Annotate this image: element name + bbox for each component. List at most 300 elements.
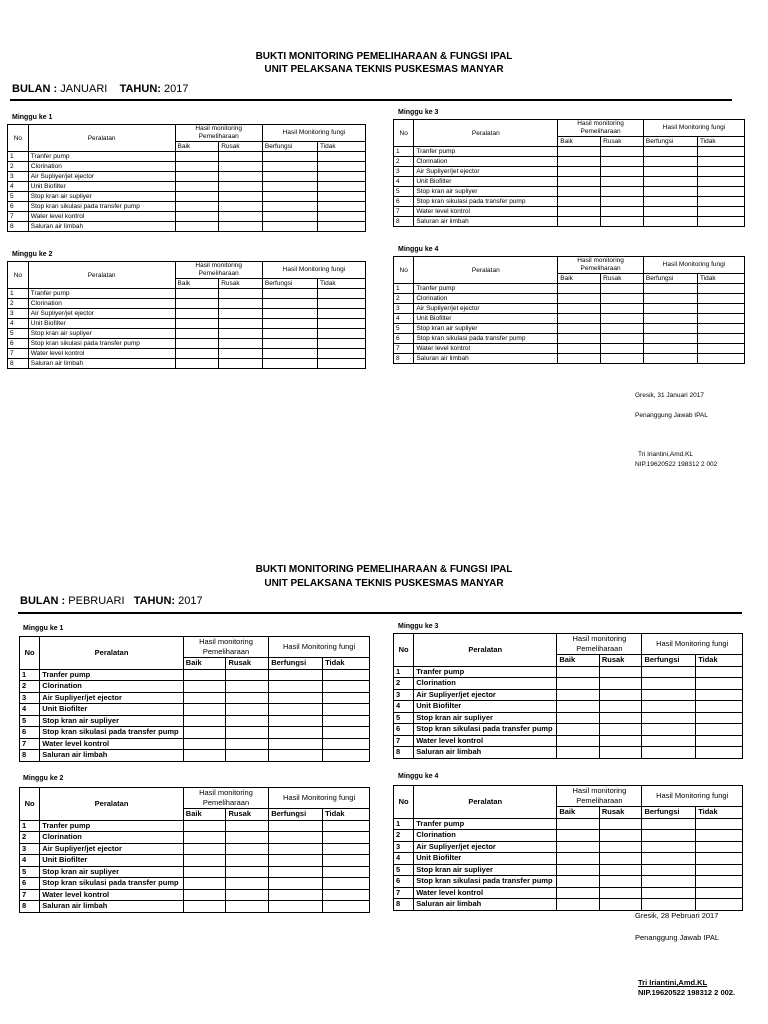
rusak-cell[interactable] bbox=[599, 666, 642, 678]
row-peralatan: Tranfer pump bbox=[28, 152, 175, 162]
row-no: 6 bbox=[394, 197, 414, 207]
tidak-cell[interactable] bbox=[697, 284, 744, 294]
baik-cell[interactable] bbox=[183, 889, 226, 901]
tidak-cell[interactable] bbox=[318, 319, 366, 329]
rusak-cell[interactable] bbox=[219, 172, 263, 182]
rusak-cell[interactable] bbox=[226, 901, 269, 913]
baik-cell[interactable] bbox=[175, 319, 219, 329]
table-row bbox=[394, 853, 743, 865]
baik-cell[interactable] bbox=[175, 202, 219, 212]
baik-cell[interactable] bbox=[558, 314, 601, 324]
baik-cell[interactable] bbox=[183, 855, 226, 867]
tidak-cell[interactable] bbox=[323, 750, 370, 762]
tidak-cell[interactable] bbox=[697, 197, 744, 207]
rusak-cell[interactable] bbox=[599, 887, 642, 899]
berfungsi-cell[interactable] bbox=[642, 818, 696, 830]
baik-cell[interactable] bbox=[557, 735, 600, 747]
rusak-cell[interactable] bbox=[219, 162, 263, 172]
baik-cell[interactable] bbox=[183, 715, 226, 727]
berfungsi-cell[interactable] bbox=[269, 878, 323, 890]
doc-title: BUKTI MONITORING PEMELIHARAAN & FUNGSI IPAL bbox=[255, 564, 513, 575]
rusak-cell[interactable] bbox=[226, 738, 269, 750]
table-row bbox=[8, 309, 366, 319]
tidak-cell[interactable] bbox=[696, 747, 743, 759]
baik-cell[interactable] bbox=[175, 359, 219, 369]
baik-cell[interactable] bbox=[558, 147, 601, 157]
header-hasil-pemeliharaan: Hasil monitoring Pemeliharaan bbox=[175, 125, 262, 142]
rusak-cell[interactable] bbox=[599, 818, 642, 830]
row-peralatan: Clorination bbox=[414, 678, 557, 690]
rusak-cell[interactable] bbox=[226, 692, 269, 704]
tidak-cell[interactable] bbox=[323, 692, 370, 704]
baik-cell[interactable] bbox=[175, 289, 219, 299]
baik-cell[interactable] bbox=[183, 692, 226, 704]
berfungsi-cell[interactable] bbox=[642, 864, 696, 876]
rusak-cell[interactable] bbox=[226, 843, 269, 855]
signature-role: Penanggung Jawab IPAL bbox=[635, 933, 720, 942]
tidak-cell[interactable] bbox=[323, 681, 370, 693]
baik-cell[interactable] bbox=[175, 349, 219, 359]
rusak-cell[interactable] bbox=[601, 167, 644, 177]
tidak-cell[interactable] bbox=[318, 182, 366, 192]
rusak-cell[interactable] bbox=[226, 878, 269, 890]
berfungsi-cell[interactable] bbox=[642, 876, 696, 888]
rusak-cell[interactable] bbox=[599, 864, 642, 876]
berfungsi-cell[interactable] bbox=[262, 359, 317, 369]
baik-cell[interactable] bbox=[557, 712, 600, 724]
row-peralatan: Stop kran sikulasi pada transfer pump bbox=[40, 878, 184, 890]
table-row bbox=[20, 669, 370, 681]
rusak-cell[interactable] bbox=[599, 701, 642, 713]
tidak-cell[interactable] bbox=[323, 715, 370, 727]
berfungsi-cell[interactable] bbox=[643, 354, 697, 364]
tidak-cell[interactable] bbox=[697, 344, 744, 354]
berfungsi-cell[interactable] bbox=[269, 727, 323, 739]
row-no: 2 bbox=[20, 832, 40, 844]
berfungsi-cell[interactable] bbox=[642, 701, 696, 713]
berfungsi-cell[interactable] bbox=[269, 832, 323, 844]
rusak-cell[interactable] bbox=[601, 354, 644, 364]
row-no: 2 bbox=[8, 299, 29, 309]
baik-cell[interactable] bbox=[175, 162, 219, 172]
tidak-cell[interactable] bbox=[318, 289, 366, 299]
berfungsi-cell[interactable] bbox=[262, 299, 317, 309]
rusak-cell[interactable] bbox=[226, 727, 269, 739]
berfungsi-cell[interactable] bbox=[269, 692, 323, 704]
tidak-cell[interactable] bbox=[696, 830, 743, 842]
row-no: 2 bbox=[394, 830, 414, 842]
rusak-cell[interactable] bbox=[219, 222, 263, 232]
tidak-cell[interactable] bbox=[318, 349, 366, 359]
tidak-cell[interactable] bbox=[323, 738, 370, 750]
baik-cell[interactable] bbox=[175, 172, 219, 182]
baik-cell[interactable] bbox=[175, 192, 219, 202]
tidak-cell[interactable] bbox=[696, 864, 743, 876]
baik-cell[interactable] bbox=[183, 681, 226, 693]
tidak-cell[interactable] bbox=[696, 887, 743, 899]
rusak-cell[interactable] bbox=[219, 339, 263, 349]
berfungsi-cell[interactable] bbox=[269, 715, 323, 727]
tidak-cell[interactable] bbox=[697, 354, 744, 364]
baik-cell[interactable] bbox=[183, 704, 226, 716]
baik-cell[interactable] bbox=[557, 747, 600, 759]
baik-cell[interactable] bbox=[557, 841, 600, 853]
tidak-cell[interactable] bbox=[697, 187, 744, 197]
rusak-cell[interactable] bbox=[226, 704, 269, 716]
baik-cell[interactable] bbox=[558, 284, 601, 294]
rusak-cell[interactable] bbox=[601, 187, 644, 197]
header-tidak: Tidak bbox=[318, 279, 366, 289]
rusak-cell[interactable] bbox=[601, 197, 644, 207]
tidak-cell[interactable] bbox=[318, 299, 366, 309]
table-row bbox=[20, 738, 370, 750]
berfungsi-cell[interactable] bbox=[262, 319, 317, 329]
rusak-cell[interactable] bbox=[599, 712, 642, 724]
rusak-cell[interactable] bbox=[219, 299, 263, 309]
berfungsi-cell[interactable] bbox=[642, 853, 696, 865]
berfungsi-cell[interactable] bbox=[642, 666, 696, 678]
row-no: 7 bbox=[8, 349, 29, 359]
rusak-cell[interactable] bbox=[219, 359, 263, 369]
berfungsi-cell[interactable] bbox=[269, 681, 323, 693]
rusak-cell[interactable] bbox=[601, 314, 644, 324]
tidak-cell[interactable] bbox=[696, 712, 743, 724]
baik-cell[interactable] bbox=[558, 324, 601, 334]
table-row bbox=[8, 349, 366, 359]
tidak-cell[interactable] bbox=[696, 899, 743, 911]
tidak-cell[interactable] bbox=[697, 157, 744, 167]
rusak-cell[interactable] bbox=[601, 147, 644, 157]
baik-cell[interactable] bbox=[183, 843, 226, 855]
rusak-cell[interactable] bbox=[599, 853, 642, 865]
berfungsi-cell[interactable] bbox=[643, 284, 697, 294]
monitoring-table bbox=[7, 124, 366, 232]
berfungsi-cell[interactable] bbox=[269, 669, 323, 681]
berfungsi-cell[interactable] bbox=[262, 172, 317, 182]
rusak-cell[interactable] bbox=[601, 217, 644, 227]
baik-cell[interactable] bbox=[557, 887, 600, 899]
baik-cell[interactable] bbox=[183, 669, 226, 681]
baik-cell[interactable] bbox=[175, 329, 219, 339]
baik-cell[interactable] bbox=[558, 157, 601, 167]
tidak-cell[interactable] bbox=[697, 207, 744, 217]
rusak-cell[interactable] bbox=[599, 841, 642, 853]
rusak-cell[interactable] bbox=[601, 324, 644, 334]
tidak-cell[interactable] bbox=[323, 704, 370, 716]
tidak-cell[interactable] bbox=[323, 855, 370, 867]
berfungsi-cell[interactable] bbox=[262, 192, 317, 202]
rusak-cell[interactable] bbox=[219, 152, 263, 162]
tidak-cell[interactable] bbox=[318, 212, 366, 222]
rusak-cell[interactable] bbox=[219, 329, 263, 339]
rusak-cell[interactable] bbox=[599, 724, 642, 736]
berfungsi-cell[interactable] bbox=[643, 217, 697, 227]
tidak-cell[interactable] bbox=[697, 324, 744, 334]
berfungsi-cell[interactable] bbox=[643, 294, 697, 304]
tidak-cell[interactable] bbox=[318, 329, 366, 339]
tidak-cell[interactable] bbox=[696, 841, 743, 853]
tidak-cell[interactable] bbox=[318, 202, 366, 212]
table-row bbox=[394, 876, 743, 888]
tidak-cell[interactable] bbox=[318, 309, 366, 319]
baik-cell[interactable] bbox=[558, 334, 601, 344]
rusak-cell[interactable] bbox=[219, 182, 263, 192]
row-peralatan: Stop kran air supliyer bbox=[414, 864, 557, 876]
berfungsi-cell[interactable] bbox=[642, 841, 696, 853]
berfungsi-cell[interactable] bbox=[262, 162, 317, 172]
tidak-cell[interactable] bbox=[696, 853, 743, 865]
berfungsi-cell[interactable] bbox=[262, 182, 317, 192]
tidak-cell[interactable] bbox=[697, 147, 744, 157]
rusak-cell[interactable] bbox=[601, 344, 644, 354]
header-berfungsi: Berfungsi bbox=[642, 655, 696, 667]
baik-cell[interactable] bbox=[175, 152, 219, 162]
header-berfungsi: Berfungsi bbox=[269, 809, 323, 821]
table-row bbox=[394, 701, 743, 713]
baik-cell[interactable] bbox=[183, 820, 226, 832]
baik-cell[interactable] bbox=[557, 724, 600, 736]
berfungsi-cell[interactable] bbox=[642, 712, 696, 724]
row-peralatan: Clorination bbox=[414, 157, 558, 167]
berfungsi-cell[interactable] bbox=[262, 349, 317, 359]
rusak-cell[interactable] bbox=[601, 334, 644, 344]
rusak-cell[interactable] bbox=[601, 157, 644, 167]
rusak-cell[interactable] bbox=[599, 876, 642, 888]
berfungsi-cell[interactable] bbox=[262, 329, 317, 339]
rusak-cell[interactable] bbox=[226, 669, 269, 681]
rusak-cell[interactable] bbox=[219, 349, 263, 359]
tidak-cell[interactable] bbox=[318, 339, 366, 349]
rusak-cell[interactable] bbox=[226, 866, 269, 878]
berfungsi-cell[interactable] bbox=[262, 309, 317, 319]
berfungsi-cell[interactable] bbox=[642, 678, 696, 690]
bulan-label: BULAN : bbox=[12, 83, 58, 95]
berfungsi-cell[interactable] bbox=[643, 324, 697, 334]
tidak-cell[interactable] bbox=[697, 334, 744, 344]
berfungsi-cell[interactable] bbox=[262, 222, 317, 232]
tidak-cell[interactable] bbox=[696, 818, 743, 830]
berfungsi-cell[interactable] bbox=[642, 887, 696, 899]
tidak-cell[interactable] bbox=[697, 217, 744, 227]
week-label: Minggu ke 2 bbox=[23, 775, 64, 782]
tidak-cell[interactable] bbox=[318, 152, 366, 162]
baik-cell[interactable] bbox=[557, 701, 600, 713]
berfungsi-cell[interactable] bbox=[262, 152, 317, 162]
rusak-cell[interactable] bbox=[219, 289, 263, 299]
row-no: 3 bbox=[8, 309, 29, 319]
berfungsi-cell[interactable] bbox=[262, 202, 317, 212]
berfungsi-cell[interactable] bbox=[269, 704, 323, 716]
rusak-cell[interactable] bbox=[599, 899, 642, 911]
rusak-cell[interactable] bbox=[601, 207, 644, 217]
rusak-cell[interactable] bbox=[601, 294, 644, 304]
rusak-cell[interactable] bbox=[219, 309, 263, 319]
rusak-cell[interactable] bbox=[599, 678, 642, 690]
rusak-cell[interactable] bbox=[219, 192, 263, 202]
baik-cell[interactable] bbox=[558, 344, 601, 354]
baik-cell[interactable] bbox=[557, 818, 600, 830]
rusak-cell[interactable] bbox=[226, 715, 269, 727]
baik-cell[interactable] bbox=[175, 212, 219, 222]
tidak-cell[interactable] bbox=[323, 820, 370, 832]
baik-cell[interactable] bbox=[557, 830, 600, 842]
tidak-cell[interactable] bbox=[318, 192, 366, 202]
berfungsi-cell[interactable] bbox=[262, 289, 317, 299]
tidak-cell[interactable] bbox=[323, 843, 370, 855]
berfungsi-cell[interactable] bbox=[643, 147, 697, 157]
berfungsi-cell[interactable] bbox=[643, 334, 697, 344]
baik-cell[interactable] bbox=[183, 727, 226, 739]
baik-cell[interactable] bbox=[558, 207, 601, 217]
baik-cell[interactable] bbox=[183, 866, 226, 878]
baik-cell[interactable] bbox=[558, 177, 601, 187]
rusak-cell[interactable] bbox=[599, 830, 642, 842]
berfungsi-cell[interactable] bbox=[643, 197, 697, 207]
baik-cell[interactable] bbox=[557, 678, 600, 690]
tidak-cell[interactable] bbox=[697, 294, 744, 304]
berfungsi-cell[interactable] bbox=[643, 304, 697, 314]
rusak-cell[interactable] bbox=[601, 304, 644, 314]
header-peralatan: Peralatan bbox=[28, 125, 175, 152]
tidak-cell[interactable] bbox=[323, 669, 370, 681]
baik-cell[interactable] bbox=[175, 182, 219, 192]
berfungsi-cell[interactable] bbox=[643, 157, 697, 167]
baik-cell[interactable] bbox=[558, 294, 601, 304]
row-no: 3 bbox=[394, 689, 414, 701]
berfungsi-cell[interactable] bbox=[262, 339, 317, 349]
tidak-cell[interactable] bbox=[318, 172, 366, 182]
baik-cell[interactable] bbox=[557, 666, 600, 678]
baik-cell[interactable] bbox=[175, 299, 219, 309]
berfungsi-cell[interactable] bbox=[269, 866, 323, 878]
berfungsi-cell[interactable] bbox=[269, 889, 323, 901]
berfungsi-cell[interactable] bbox=[642, 899, 696, 911]
tidak-cell[interactable] bbox=[323, 832, 370, 844]
rusak-cell[interactable] bbox=[226, 681, 269, 693]
header-tidak: Tidak bbox=[323, 809, 370, 821]
monitoring-table bbox=[393, 256, 745, 364]
baik-cell[interactable] bbox=[175, 309, 219, 319]
row-peralatan: Air Supliyer/jet ejector bbox=[414, 167, 558, 177]
tidak-cell[interactable] bbox=[697, 167, 744, 177]
berfungsi-cell[interactable] bbox=[642, 724, 696, 736]
rusak-cell[interactable] bbox=[601, 177, 644, 187]
tidak-cell[interactable] bbox=[697, 304, 744, 314]
rusak-cell[interactable] bbox=[601, 284, 644, 294]
baik-cell[interactable] bbox=[183, 750, 226, 762]
table-row bbox=[8, 192, 366, 202]
header-tidak: Tidak bbox=[696, 655, 743, 667]
header-baik: Baik bbox=[183, 809, 226, 821]
berfungsi-cell[interactable] bbox=[269, 901, 323, 913]
berfungsi-cell[interactable] bbox=[642, 735, 696, 747]
baik-cell[interactable] bbox=[183, 738, 226, 750]
row-peralatan: Saluran air limbah bbox=[414, 899, 557, 911]
tidak-cell[interactable] bbox=[697, 314, 744, 324]
tidak-cell[interactable] bbox=[318, 359, 366, 369]
tidak-cell[interactable] bbox=[697, 177, 744, 187]
baik-cell[interactable] bbox=[558, 217, 601, 227]
tidak-cell[interactable] bbox=[323, 866, 370, 878]
tidak-cell[interactable] bbox=[696, 735, 743, 747]
baik-cell[interactable] bbox=[557, 864, 600, 876]
berfungsi-cell[interactable] bbox=[643, 187, 697, 197]
baik-cell[interactable] bbox=[558, 187, 601, 197]
tidak-cell[interactable] bbox=[323, 889, 370, 901]
tidak-cell[interactable] bbox=[323, 727, 370, 739]
tidak-cell[interactable] bbox=[696, 689, 743, 701]
baik-cell[interactable] bbox=[183, 901, 226, 913]
berfungsi-cell[interactable] bbox=[269, 820, 323, 832]
tidak-cell[interactable] bbox=[323, 901, 370, 913]
berfungsi-cell[interactable] bbox=[269, 855, 323, 867]
berfungsi-cell[interactable] bbox=[643, 207, 697, 217]
table-row bbox=[8, 172, 366, 182]
berfungsi-cell[interactable] bbox=[262, 212, 317, 222]
rusak-cell[interactable] bbox=[599, 747, 642, 759]
row-no: 5 bbox=[8, 329, 29, 339]
berfungsi-cell[interactable] bbox=[269, 750, 323, 762]
rusak-cell[interactable] bbox=[226, 855, 269, 867]
baik-cell[interactable] bbox=[558, 167, 601, 177]
tidak-cell[interactable] bbox=[696, 876, 743, 888]
berfungsi-cell[interactable] bbox=[643, 167, 697, 177]
tidak-cell[interactable] bbox=[696, 724, 743, 736]
berfungsi-cell[interactable] bbox=[269, 843, 323, 855]
berfungsi-cell[interactable] bbox=[643, 344, 697, 354]
tidak-cell[interactable] bbox=[323, 878, 370, 890]
tidak-cell[interactable] bbox=[696, 678, 743, 690]
baik-cell[interactable] bbox=[557, 853, 600, 865]
rusak-cell[interactable] bbox=[226, 820, 269, 832]
baik-cell[interactable] bbox=[183, 878, 226, 890]
tidak-cell[interactable] bbox=[318, 222, 366, 232]
header-tidak: Tidak bbox=[323, 658, 370, 670]
rusak-cell[interactable] bbox=[226, 832, 269, 844]
baik-cell[interactable] bbox=[557, 876, 600, 888]
baik-cell[interactable] bbox=[557, 899, 600, 911]
berfungsi-cell[interactable] bbox=[642, 689, 696, 701]
berfungsi-cell[interactable] bbox=[642, 830, 696, 842]
baik-cell[interactable] bbox=[183, 832, 226, 844]
rusak-cell[interactable] bbox=[599, 689, 642, 701]
tidak-cell[interactable] bbox=[696, 701, 743, 713]
tidak-cell[interactable] bbox=[696, 666, 743, 678]
rusak-cell[interactable] bbox=[219, 202, 263, 212]
row-no: 7 bbox=[8, 212, 29, 222]
baik-cell[interactable] bbox=[558, 304, 601, 314]
berfungsi-cell[interactable] bbox=[269, 738, 323, 750]
header-baik: Baik bbox=[557, 655, 600, 667]
berfungsi-cell[interactable] bbox=[642, 747, 696, 759]
table-row bbox=[8, 319, 366, 329]
berfungsi-cell[interactable] bbox=[643, 177, 697, 187]
rusak-cell[interactable] bbox=[599, 735, 642, 747]
berfungsi-cell[interactable] bbox=[643, 314, 697, 324]
baik-cell[interactable] bbox=[175, 339, 219, 349]
baik-cell[interactable] bbox=[558, 354, 601, 364]
row-peralatan: Water level kontrol bbox=[28, 212, 175, 222]
rusak-cell[interactable] bbox=[226, 750, 269, 762]
rusak-cell[interactable] bbox=[226, 889, 269, 901]
tidak-cell[interactable] bbox=[318, 162, 366, 172]
baik-cell[interactable] bbox=[558, 197, 601, 207]
row-no: 5 bbox=[20, 866, 40, 878]
rusak-cell[interactable] bbox=[219, 212, 263, 222]
baik-cell[interactable] bbox=[175, 222, 219, 232]
baik-cell[interactable] bbox=[557, 689, 600, 701]
rusak-cell[interactable] bbox=[219, 319, 263, 329]
